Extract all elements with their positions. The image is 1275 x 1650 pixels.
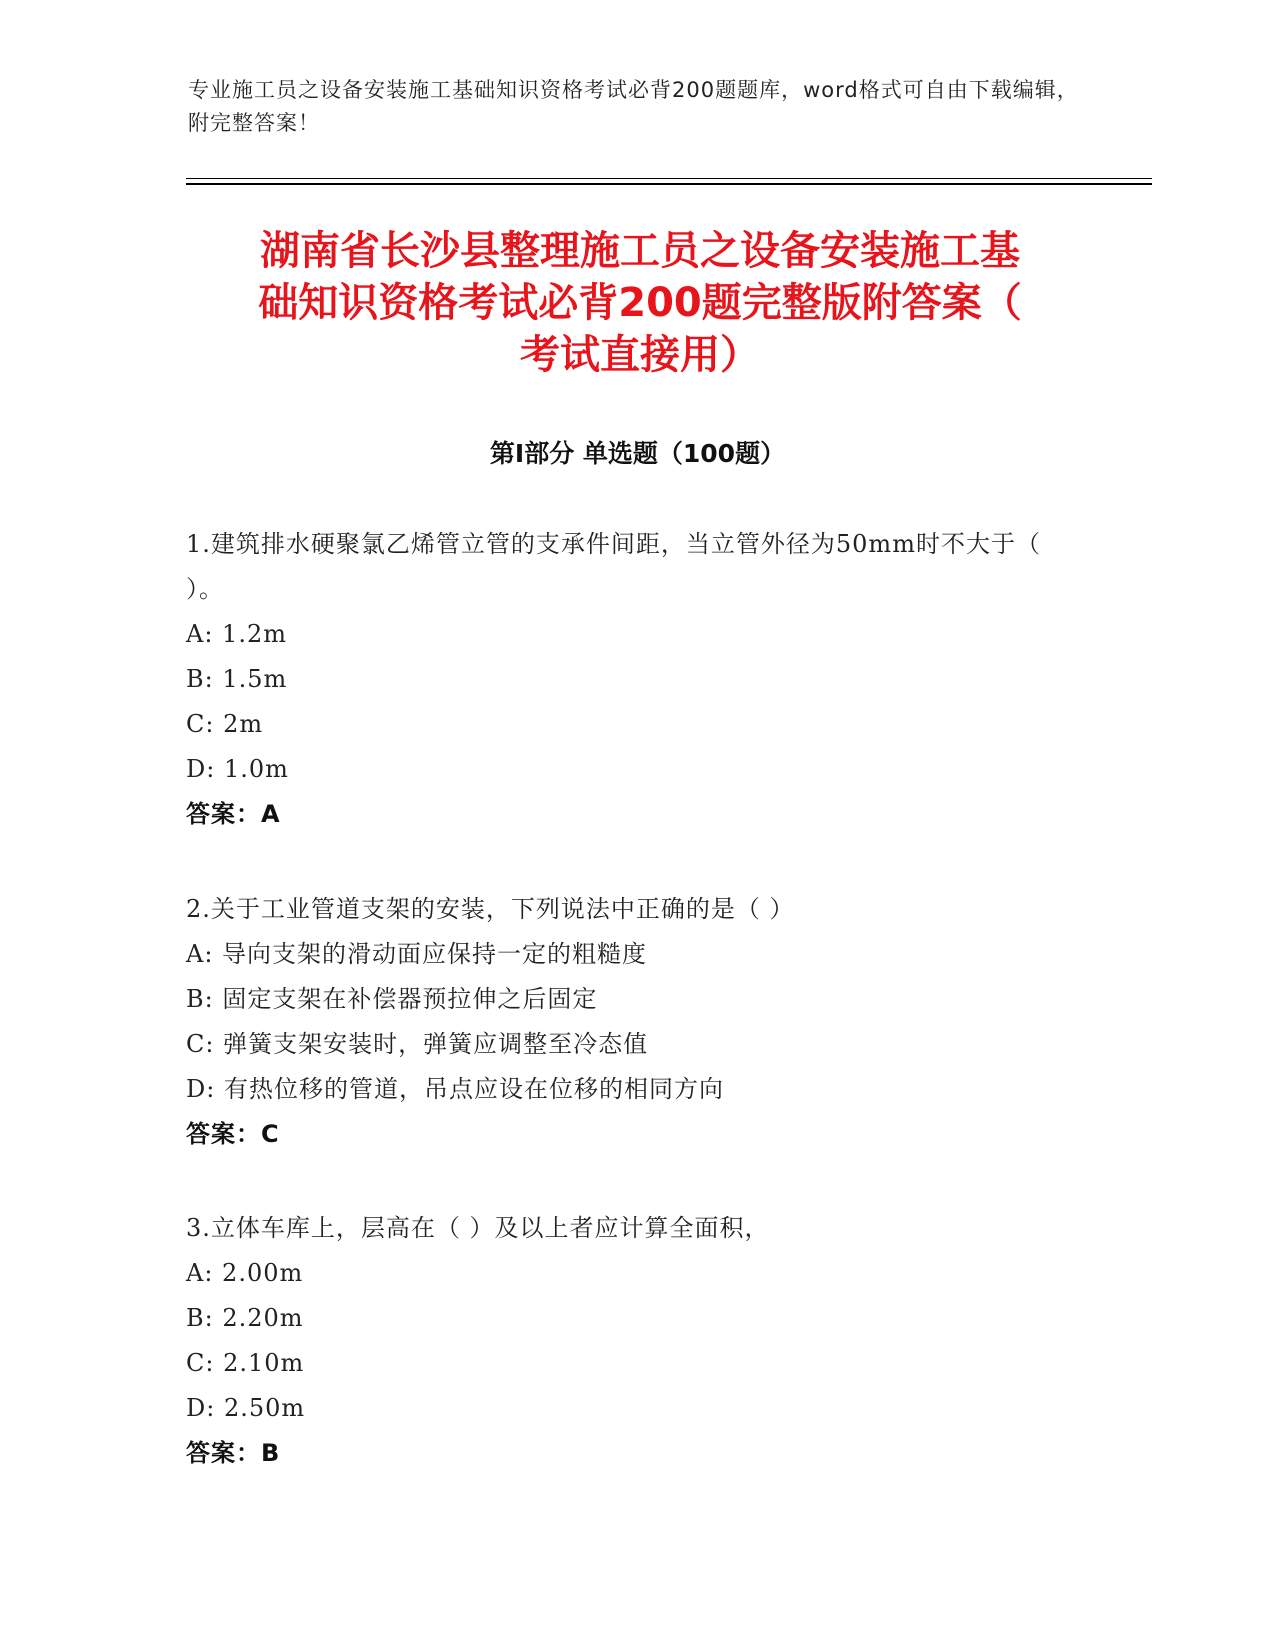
option-a: A: 导向支架的滑动面应保持一定的粗糙度 [186, 940, 648, 968]
document-title [170, 225, 1110, 381]
question-3 [186, 1206, 1086, 1476]
header-divider-thin [186, 178, 1152, 179]
question-stem: 1.建筑排水硬聚氯乙烯管立管的支承件间距，当立管外径为50mm时不大于（ ）。 [186, 530, 1041, 603]
option-b: B: 2.20m [186, 1304, 304, 1332]
option-c: C: 2.10m [186, 1349, 305, 1377]
question-stem: 2.关于工业管道支架的安装，下列说法中正确的是（ ） [186, 895, 795, 923]
document-title-line-1: 湖南省长沙县整理施工员之设备安装施工基 [260, 228, 1020, 274]
question-stem: 3.立体车库上，层高在（ ）及以上者应计算全面积， [186, 1214, 770, 1242]
document-title-line-3: 考试直接用） [520, 332, 760, 378]
option-d: D: 2.50m [186, 1394, 306, 1422]
option-d: D: 1.0m [186, 755, 289, 783]
question-2 [186, 887, 1086, 1157]
page-header-intro: 专业施工员之设备安装施工基础知识资格考试必背200题题库，word格式可自由下载编辑，附完整答案！ [188, 78, 1079, 135]
option-a: A: 2.00m [186, 1259, 304, 1287]
question-1 [186, 522, 1086, 837]
header-divider-thick [186, 183, 1152, 185]
option-d: D: 有热位移的管道，吊点应设在位移的相同方向 [186, 1075, 724, 1103]
option-b: B: 固定支架在补偿器预拉伸之后固定 [186, 985, 598, 1013]
document-title-line-2: 础知识资格考试必背200题完整版附答案（ [258, 280, 1022, 326]
answer: 答案：C [186, 1120, 280, 1148]
answer: 答案：B [186, 1439, 281, 1467]
option-b: B: 1.5m [186, 665, 288, 693]
section-title: 第I部分 单选题（100题） [489, 439, 786, 468]
option-c: C: 弹簧支架安装时，弹簧应调整至冷态值 [186, 1030, 649, 1058]
option-a: A: 1.2m [186, 620, 287, 648]
option-c: C: 2m [186, 710, 264, 738]
answer: 答案：A [186, 800, 281, 828]
